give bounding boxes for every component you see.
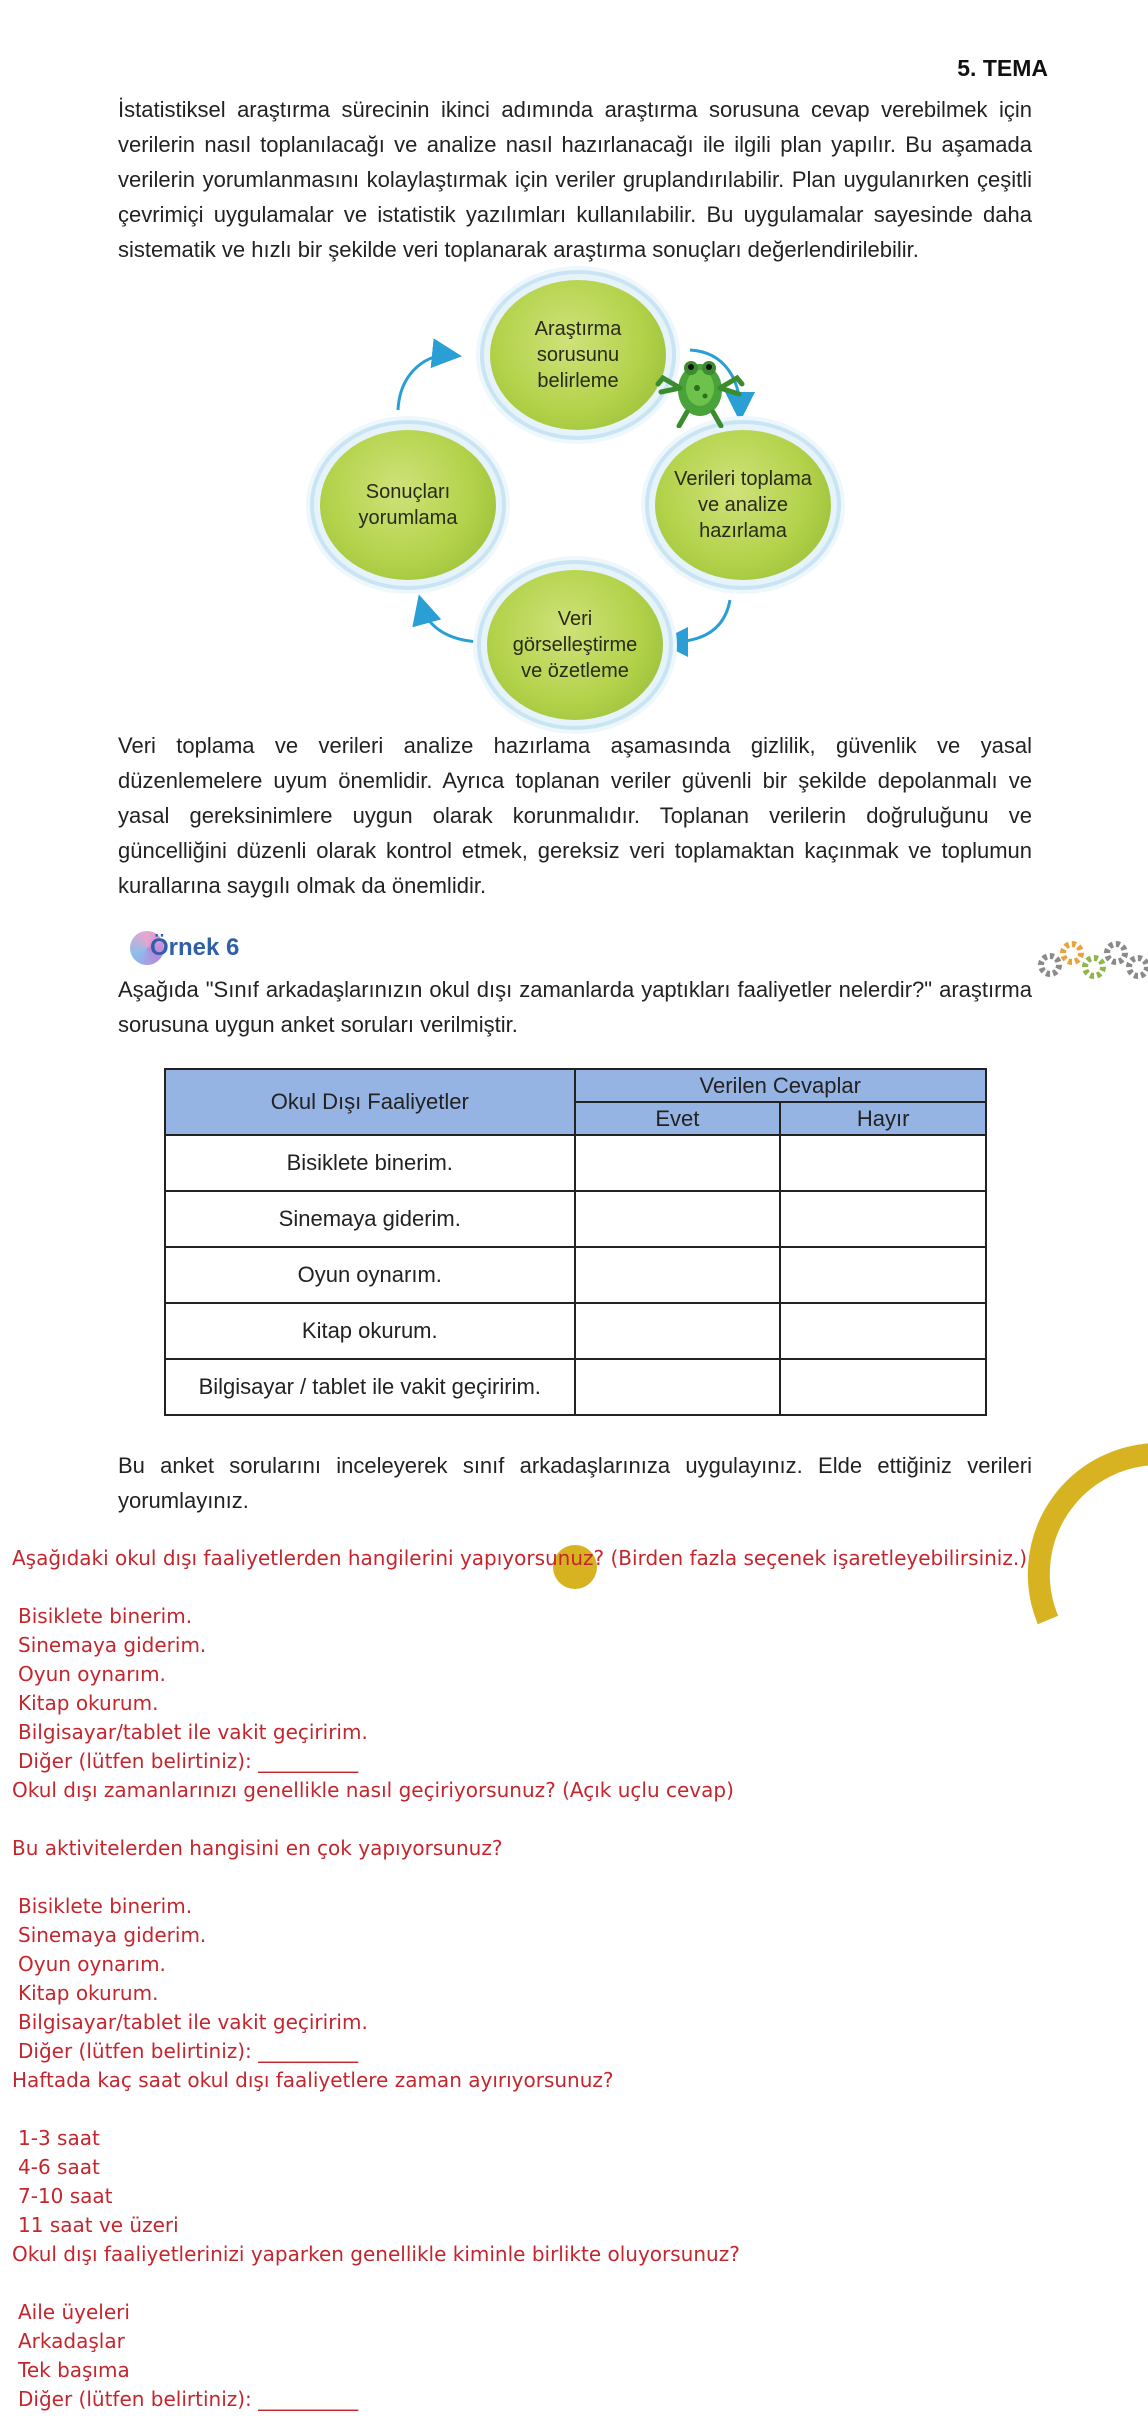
step-line: belirleme (537, 370, 619, 392)
activity-cell: Bilgisayar / tablet ile vakit geçiririm. (165, 1359, 575, 1415)
table-row (165, 1247, 986, 1303)
option-item[interactable]: Bisiklete binerim. (18, 1894, 193, 1918)
option-item[interactable]: Oyun oynarım. (18, 1952, 166, 1976)
gears-icon (1036, 935, 1148, 985)
instruction-paragraph: Aşağıda "Sınıf arkadaşlarınızın okul dışı zamanlarda yaptıkları faaliyetler nelerdir?" araştırma sorusuna uygun anket soruları verilmiştir. (118, 977, 1032, 1037)
step-line: ve analize (697, 494, 789, 516)
option-item[interactable]: Diğer (lütfen belirtiniz): __________ (18, 1749, 359, 1773)
step-line: Araştırma (534, 318, 622, 340)
step-line: Veri (557, 608, 593, 630)
table-row (165, 1303, 986, 1359)
step-line: hazırlama (699, 520, 787, 542)
step-line: ve özetleme (521, 660, 629, 682)
option-item[interactable]: Kitap okurum. (18, 1691, 159, 1715)
arrow-bottom-to-left (422, 606, 485, 642)
activity-cell: Oyun oynarım. (165, 1247, 575, 1303)
option-item[interactable]: Sinemaya giderim. (18, 1633, 207, 1657)
yes-cell[interactable] (575, 1135, 781, 1191)
frog-illustration (655, 348, 745, 428)
option-item[interactable]: 4-6 saat (18, 2155, 100, 2179)
no-cell[interactable] (780, 1191, 986, 1247)
option-item[interactable]: Bilgisayar/tablet ile vakit geçiririm. (18, 2010, 368, 2034)
yes-cell[interactable] (575, 1247, 781, 1303)
survey-question: Haftada kaç saat okul dışı faaliyetlere zaman ayırıyorsunuz? (12, 2068, 614, 2092)
arrow-left-to-top (398, 355, 450, 410)
header-activities: Okul Dışı Faaliyetler (165, 1069, 575, 1135)
yes-cell[interactable] (575, 1303, 781, 1359)
options-list (12, 1892, 1132, 2066)
table-row (165, 1191, 986, 1247)
option-item[interactable]: 11 saat ve üzeri (18, 2213, 179, 2237)
activities-table (164, 1068, 987, 1416)
step-line: Verileri toplama (674, 468, 812, 490)
option-item[interactable]: Oyun oynarım. (18, 1662, 166, 1686)
header-answers: Verilen Cevaplar (575, 1069, 986, 1102)
activity-cell: Bisiklete binerim. (165, 1135, 575, 1191)
no-cell[interactable] (780, 1359, 986, 1415)
research-cycle-diagram (300, 270, 850, 690)
step-visualize-data (487, 570, 663, 720)
step-line: Sonuçları (365, 481, 451, 503)
activity-cell: Kitap okurum. (165, 1303, 575, 1359)
arrow-right-to-bottom (670, 600, 730, 642)
example-label: Örnek 6 (150, 934, 240, 961)
apply-survey-paragraph: Bu anket sorularını inceleyerek sınıf arkadaşlarınıza uygulayınız. Elde ettiğiniz verileri yorumlayınız. (118, 1453, 1032, 1513)
no-cell[interactable] (780, 1135, 986, 1191)
intro-paragraph: İstatistiksel araştırma sürecinin ikinci adımında araştırma sorusuna cevap verebilmek için verilerin nasıl toplanılacağı ve analize nasıl hazırlanacağı ile ilgili plan yapılır. Bu aşamada verilerin yorumlanmasını kolaylaştırmak için veriler gruplandırılabilir. Plan uygulanırken çeşitli çevrimiçi uygulamalar ve istatistik yazılımları kullanılabilir. Bu uygulamalar sayesinde daha sistematik ve hızlı bir şekilde veri toplanarak araştırma sonuçları değerlendirilebilir. (118, 97, 1032, 262)
option-item[interactable]: Aile üyeleri (18, 2300, 130, 2324)
survey-question: Okul dışı zamanlarınızı genellikle nasıl geçiriyorsunuz? (Açık uçlu cevap) (12, 1778, 734, 1802)
option-item[interactable]: Bilgisayar/tablet ile vakit geçiririm. (18, 1720, 368, 1744)
table-row (165, 1135, 986, 1191)
no-cell[interactable] (780, 1247, 986, 1303)
option-item[interactable]: Diğer (lütfen belirtiniz): __________ (18, 2387, 359, 2411)
survey-question: Aşağıdaki okul dışı faaliyetlerden hangilerini yapıyorsunuz? (Birden fazla seçenek işaretleyebilirsiniz.) (12, 1546, 1028, 1570)
step-line: sorusunu (536, 344, 620, 366)
step-interpret-results (320, 430, 496, 580)
step-line: yorumlama (358, 507, 458, 529)
step-define-question (490, 280, 666, 430)
option-item[interactable]: Diğer (lütfen belirtiniz): __________ (18, 2039, 359, 2063)
survey-question: Bu aktivitelerden hangisini en çok yapıyorsunuz? (12, 1836, 503, 1860)
survey-questions (12, 1544, 1132, 2414)
option-item[interactable]: Arkadaşlar (18, 2329, 125, 2353)
option-item[interactable]: 7-10 saat (18, 2184, 113, 2208)
step-collect-data (655, 430, 831, 580)
privacy-paragraph: Veri toplama ve verileri analize hazırlama aşamasında gizlilik, güvenlik ve yasal düzenlemelere uyum önemlidir. Ayrıca toplanan veriler güvenli bir şekilde depolanmalı ve yasal gereksinimlere uygun olarak korunmalıdır. Toplanan verilerin doğruluğunu ve güncelliğini düzenli olarak kontrol etmek, gereksiz veri toplamaktan kaçınmak ve toplumun kurallarına saygılı olmak da önemlidir. (118, 733, 1032, 898)
option-item[interactable]: 1-3 saat (18, 2126, 100, 2150)
options-list (12, 1602, 1132, 1776)
options-list (12, 2124, 1132, 2240)
example-heading (130, 930, 239, 966)
no-cell[interactable] (780, 1303, 986, 1359)
option-item[interactable]: Sinemaya giderim. (18, 1923, 207, 1947)
step-line: görselleştirme (512, 634, 638, 656)
option-item[interactable]: Bisiklete binerim. (18, 1604, 193, 1628)
activity-cell: Sinemaya giderim. (165, 1191, 575, 1247)
yes-cell[interactable] (575, 1359, 781, 1415)
header-yes: Evet (575, 1102, 781, 1135)
theme-heading: 5. TEMA (957, 55, 1048, 81)
option-item[interactable]: Kitap okurum. (18, 1981, 159, 2005)
survey-question: Okul dışı faaliyetlerinizi yaparken genellikle kiminle birlikte oluyorsunuz? (12, 2242, 740, 2266)
yes-cell[interactable] (575, 1191, 781, 1247)
options-list (12, 2298, 1132, 2414)
header-no: Hayır (780, 1102, 986, 1135)
table-row (165, 1359, 986, 1415)
option-item[interactable]: Tek başıma (18, 2358, 130, 2382)
